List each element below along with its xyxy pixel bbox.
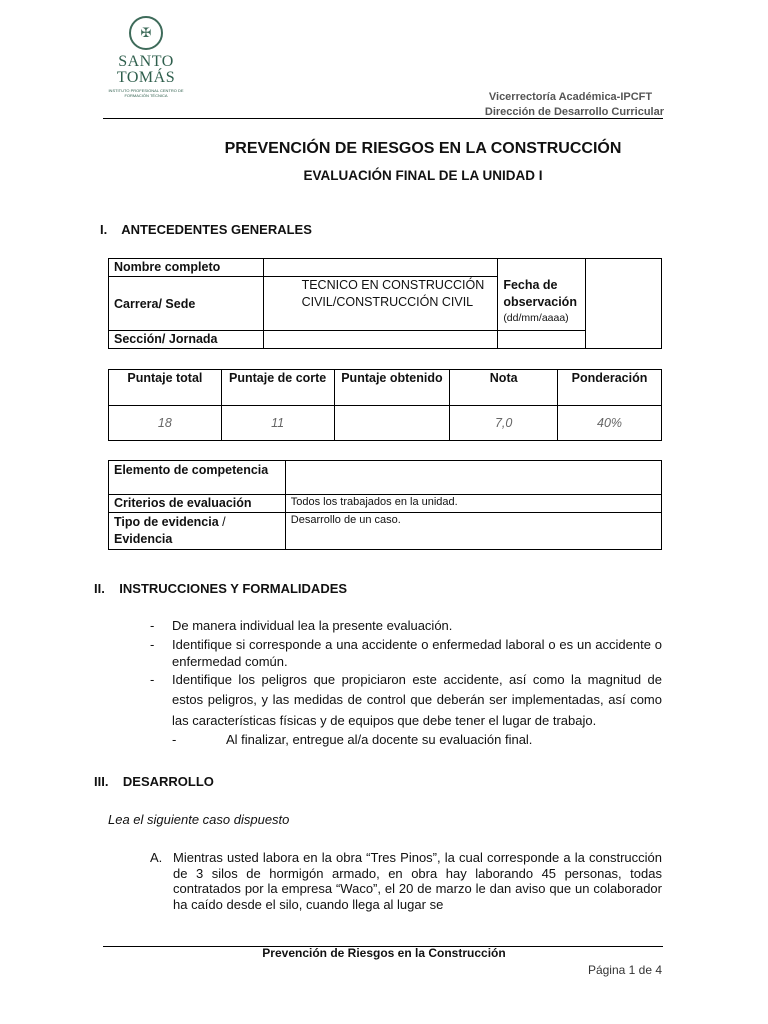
section-heading-3: III. DESARROLLO (94, 774, 214, 789)
page-number: Página 1 de 4 (587, 963, 662, 977)
value-puntaje-corte: 11 (221, 406, 334, 441)
institution-logo (106, 16, 186, 98)
case-text: Mientras usted labora en la obra “Tres Pinos”, la cual corresponde a la construcción de 3 silos de hormigón armado, en obra hay laborando 45 personas, todas contratados por la empresa “Waco”, el 20 de marzo le dan aviso que un colaborador ha caído desde el silo, cuando llega al lugar se (173, 850, 662, 912)
elemento-value (285, 461, 661, 495)
case-letter: A. (150, 850, 163, 865)
competence-table (108, 460, 662, 550)
case-paragraph (150, 850, 662, 912)
instruction-item (150, 617, 662, 636)
section-heading-2: II. INSTRUCCIONES Y FORMALIDADES (94, 581, 348, 596)
tipo-label-sep: / (218, 515, 230, 529)
header-puntaje-corte: Puntaje de corte (221, 370, 334, 406)
elemento-label: Elemento de competencia (109, 461, 286, 495)
nombre-label: Nombre completo (109, 259, 264, 277)
fecha-format: (dd/mm/aaaa) (503, 312, 569, 324)
header-line-2: Dirección de Desarrollo Curricular (484, 106, 664, 118)
logo-subtitle: INSTITUTO PROFESIONAL CENTRO DE FORMACIÓN TÉCNICA (108, 88, 184, 98)
instruction-text: Identifique si corresponde a una accidente o enfermedad laboral o es un accidente o enfermedad común. (172, 636, 662, 669)
header-nota: Nota (450, 370, 558, 406)
tipo-label-main: Tipo de evidencia (114, 515, 219, 529)
info-table (108, 258, 662, 349)
fecha-label: Fecha de observación (503, 278, 577, 309)
page-title: PREVENCIÓN DE RIESGOS EN LA CONSTRUCCIÓN (224, 140, 622, 157)
instruction-item (172, 731, 662, 750)
score-table (108, 369, 662, 441)
value-puntaje-total: 18 (109, 406, 222, 441)
header-block (485, 90, 664, 120)
page-subtitle: EVALUACIÓN FINAL DE LA UNIDAD I (303, 168, 543, 183)
header-ponderacion: Ponderación (558, 370, 662, 406)
fecha-value[interactable] (586, 259, 662, 349)
tipo-label-evidencia: Evidencia (114, 532, 173, 546)
fecha-cell (498, 259, 586, 331)
intro-text: Lea el siguiente caso dispuesto (108, 812, 290, 827)
instruction-text: Identifique los peligros que propiciaron este accidente, así como la magnitud de estos peligros, y las medidas de control que deberán ser implementadas, así como las características físicas y de equipos que debe tener el lugar de trabajo. (172, 671, 662, 728)
nombre-value[interactable] (263, 259, 498, 277)
instruction-text: Al finalizar, entregue al/a docente su evaluación final. (226, 732, 533, 747)
instruction-text: De manera individual lea la presente evaluación. (172, 618, 453, 633)
instruction-item (150, 670, 662, 732)
empty-cell (498, 331, 586, 349)
value-ponderacion: 40% (558, 406, 662, 441)
tipo-value: Desarrollo de un caso. (285, 513, 661, 550)
header-divider (103, 118, 663, 119)
seccion-label: Sección/ Jornada (109, 331, 264, 349)
seal-icon: ✠ (129, 16, 163, 50)
bullet: - (150, 618, 155, 633)
header-line-1: Vicerrectoría Académica-IPCFT (488, 91, 653, 103)
footer-title: Prevención de Riesgos en la Construcción (262, 946, 506, 960)
header-puntaje-total: Puntaje total (109, 370, 222, 406)
carrera-value: TECNICO EN CONSTRUCCIÓN CIVIL/CONSTRUCCIÓN CIVIL (263, 277, 498, 331)
bullet: - (150, 636, 155, 652)
seccion-value[interactable] (263, 331, 498, 349)
instructions-list (150, 617, 662, 750)
value-nota: 7,0 (450, 406, 558, 441)
value-puntaje-obtenido[interactable] (334, 406, 450, 441)
carrera-label: Carrera/ Sede (109, 277, 264, 331)
criterios-value: Todos los trabajados en la unidad. (285, 495, 661, 513)
bullet: - (150, 671, 155, 687)
section-heading-1: I. ANTECEDENTES GENERALES (100, 222, 312, 237)
bullet: - (172, 732, 177, 747)
instruction-item (150, 636, 662, 670)
tipo-label (109, 513, 286, 550)
criterios-label: Criterios de evaluación (109, 495, 286, 513)
logo-text: SANTO TOMÁS (116, 53, 176, 86)
header-puntaje-obtenido: Puntaje obtenido (334, 370, 450, 406)
